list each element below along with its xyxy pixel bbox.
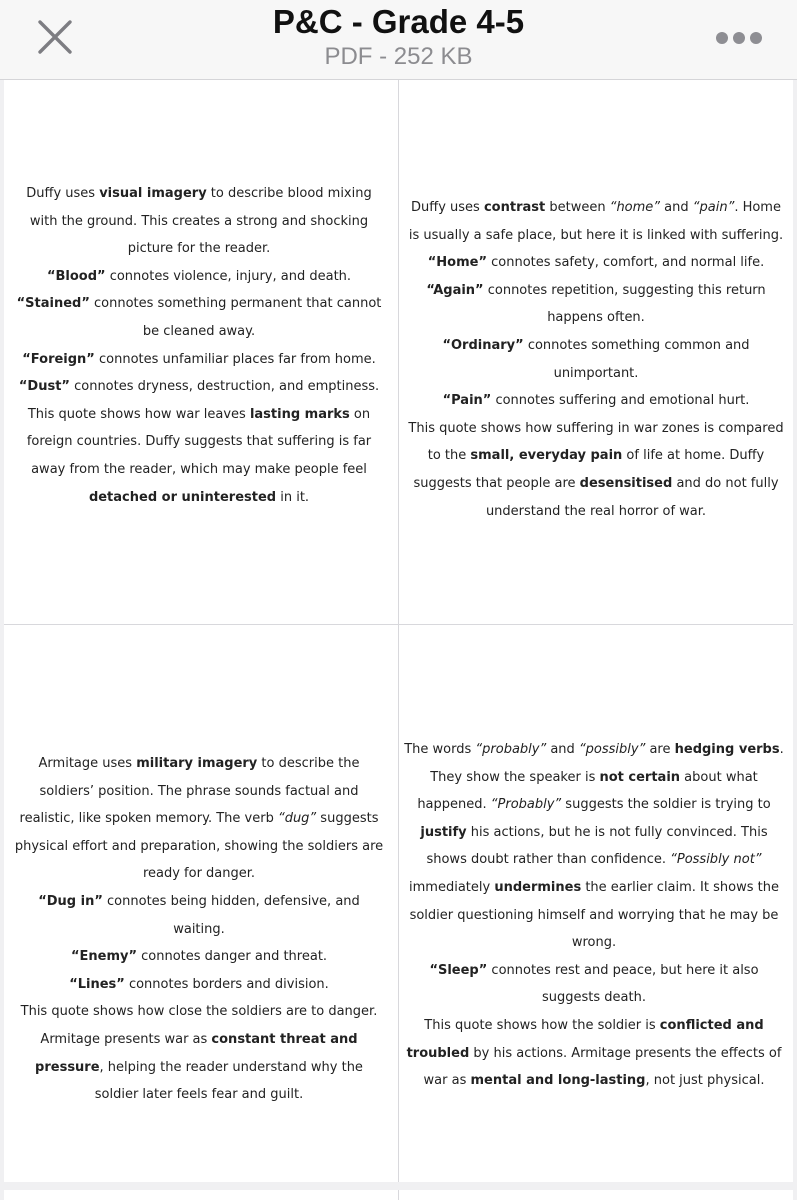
cell-paragraph	[406, 249, 786, 277]
document-subtitle: PDF - 252 KB	[324, 43, 473, 70]
text-run: Duffy uses	[411, 200, 484, 215]
italic-text: “probably”	[475, 742, 547, 757]
bold-text: detached or uninterested	[88, 489, 277, 505]
cell-paragraph	[402, 1012, 786, 1095]
italic-text: “Probably”	[490, 797, 562, 813]
bold-text: “Foreign”	[22, 351, 95, 367]
bold-text: “Sleep”	[429, 962, 488, 978]
cell-paragraph	[406, 194, 786, 249]
cell-armitage-military-imagery	[12, 750, 386, 1109]
text-run: and do not fully understand the real horror of war.	[485, 475, 779, 519]
text-run: and	[546, 742, 579, 757]
bold-text: not certain	[599, 769, 681, 785]
document-header	[0, 0, 797, 80]
bold-text: “Dust”	[18, 379, 70, 395]
cell-paragraph	[14, 180, 384, 263]
cell-paragraph	[12, 943, 386, 971]
text-run: between	[545, 200, 610, 215]
cell-paragraph	[14, 290, 384, 345]
bold-text: hedging verbs	[674, 742, 780, 757]
text-run: are	[645, 742, 675, 757]
text-run: connotes repetition, suggesting this return happens often.	[483, 282, 766, 326]
more-options-button[interactable]	[706, 26, 772, 50]
italic-text: “pain”	[692, 200, 735, 215]
text-run: This quote shows how suffering in war zones is compared to the	[408, 420, 784, 464]
text-run: connotes something permanent that cannot be cleaned away.	[89, 296, 382, 339]
bold-text: “Ordinary”	[442, 337, 524, 353]
text-run: to describe blood mixing with the ground. This creates a strong and shocking picture for the reader.	[29, 186, 372, 257]
bold-text: visual imagery	[99, 186, 207, 201]
table-divider-vertical	[398, 1190, 399, 1200]
text-run: by his actions. Armitage presents the effects of war as	[423, 1045, 782, 1089]
cell-paragraph	[12, 888, 386, 943]
cell-paragraph	[14, 346, 384, 374]
text-run: in it.	[276, 489, 310, 505]
text-run: connotes suffering and emotional hurt.	[491, 393, 750, 409]
text-run: Duffy uses	[26, 186, 100, 201]
bold-text: contrast	[483, 200, 546, 215]
ellipsis-icon	[733, 32, 745, 44]
bold-text: lasting marks	[249, 406, 350, 422]
bold-text: “Pain”	[442, 393, 492, 409]
cell-paragraph	[406, 332, 786, 387]
cell-paragraph	[402, 736, 786, 957]
cell-paragraph	[14, 401, 384, 511]
bold-text: conflicted and troubled	[406, 1017, 764, 1061]
text-run: . Home is usually a safe place, but here it is linked with suffering.	[408, 200, 784, 243]
cell-paragraph	[12, 971, 386, 999]
bold-text: “Blood”	[46, 268, 106, 284]
bold-text: desensitised	[579, 475, 673, 491]
text-run: connotes dryness, destruction, and emptiness.	[69, 379, 380, 395]
italic-text: “Possibly not”	[670, 852, 762, 868]
text-run: about what happened.	[417, 769, 758, 813]
text-run: connotes unfamiliar places far from home.	[94, 351, 376, 367]
bold-text: justify	[420, 824, 467, 840]
text-run: on foreign countries. Duffy suggests that suffering is far away from the reader, which may make people feel	[26, 406, 372, 477]
text-run: . They show the speaker is	[430, 742, 784, 785]
text-run: connotes being hidden, defensive, and waiting.	[102, 893, 360, 937]
cell-paragraph	[402, 957, 786, 1012]
italic-text: “possibly”	[578, 742, 646, 757]
text-run: connotes borders and division.	[124, 976, 329, 992]
text-run: connotes rest and peace, but here it also suggests death.	[487, 962, 759, 1006]
text-run: This quote shows how close the soldiers are to danger. Armitage presents war as	[20, 1004, 378, 1047]
cell-paragraph	[12, 998, 386, 1108]
bold-text: mental and long-lasting	[470, 1073, 646, 1089]
cell-paragraph	[12, 750, 386, 888]
italic-text: “home”	[609, 200, 661, 215]
document-title: P&C - Grade 4-5	[272, 3, 525, 40]
text-run: and	[660, 200, 693, 215]
table-divider-vertical	[398, 80, 399, 1182]
bold-text: small, everyday pain	[470, 448, 623, 464]
table-divider-horizontal	[4, 624, 793, 625]
bold-text: “Stained”	[16, 296, 90, 312]
cell-paragraph	[406, 387, 786, 415]
cell-paragraph	[14, 263, 384, 291]
bold-text: “Lines”	[69, 976, 125, 992]
text-run: This quote shows how war leaves	[27, 406, 250, 422]
cell-duffy-contrast	[406, 194, 786, 525]
text-run: connotes something common and unimportant.	[523, 337, 750, 381]
text-run: of life at home. Duffy suggests that people are	[413, 448, 765, 491]
text-run: his actions, but he is not fully convinced. This shows doubt rather than confidence.	[426, 824, 768, 868]
ellipsis-icon	[716, 32, 728, 44]
bold-text: “Enemy”	[70, 949, 138, 965]
text-run: The words	[404, 742, 476, 757]
text-run: suggests physical effort and preparation, showing the soldiers are ready for danger.	[14, 811, 384, 882]
cell-paragraph	[406, 415, 786, 525]
text-run: connotes danger and threat.	[137, 949, 328, 965]
cell-duffy-visual-imagery	[14, 180, 384, 511]
bold-text: military imagery	[136, 756, 258, 771]
bold-text: “Again”	[426, 282, 484, 298]
text-run: , helping the reader understand why the soldier later feels fear and guilt.	[94, 1059, 363, 1103]
cell-armitage-hedging-verbs	[402, 736, 786, 1095]
text-run: This quote shows how the soldier is	[424, 1017, 660, 1033]
text-run: , not just physical.	[645, 1073, 765, 1089]
text-run: to describe the soldiers’ position. The phrase sounds factual and realistic, like spoken memory. The verb	[19, 756, 360, 827]
text-run: Armitage uses	[38, 756, 137, 771]
text-run: connotes violence, injury, and death.	[105, 268, 352, 284]
italic-text: “dug”	[277, 811, 317, 827]
cell-paragraph	[14, 373, 384, 401]
cell-paragraph	[406, 277, 786, 332]
text-run: immediately	[409, 879, 495, 895]
bold-text: “Dug in”	[38, 893, 103, 909]
bold-text: undermines	[494, 879, 582, 895]
text-run: the earlier claim. It shows the soldier questioning himself and worrying that he may be wrong.	[409, 879, 779, 951]
bold-text: constant threat and pressure	[35, 1031, 358, 1075]
bold-text: “Home”	[427, 255, 487, 271]
text-run: suggests the soldier is trying to	[561, 797, 771, 813]
text-run: connotes safety, comfort, and normal life.	[487, 255, 765, 271]
ellipsis-icon	[750, 32, 762, 44]
